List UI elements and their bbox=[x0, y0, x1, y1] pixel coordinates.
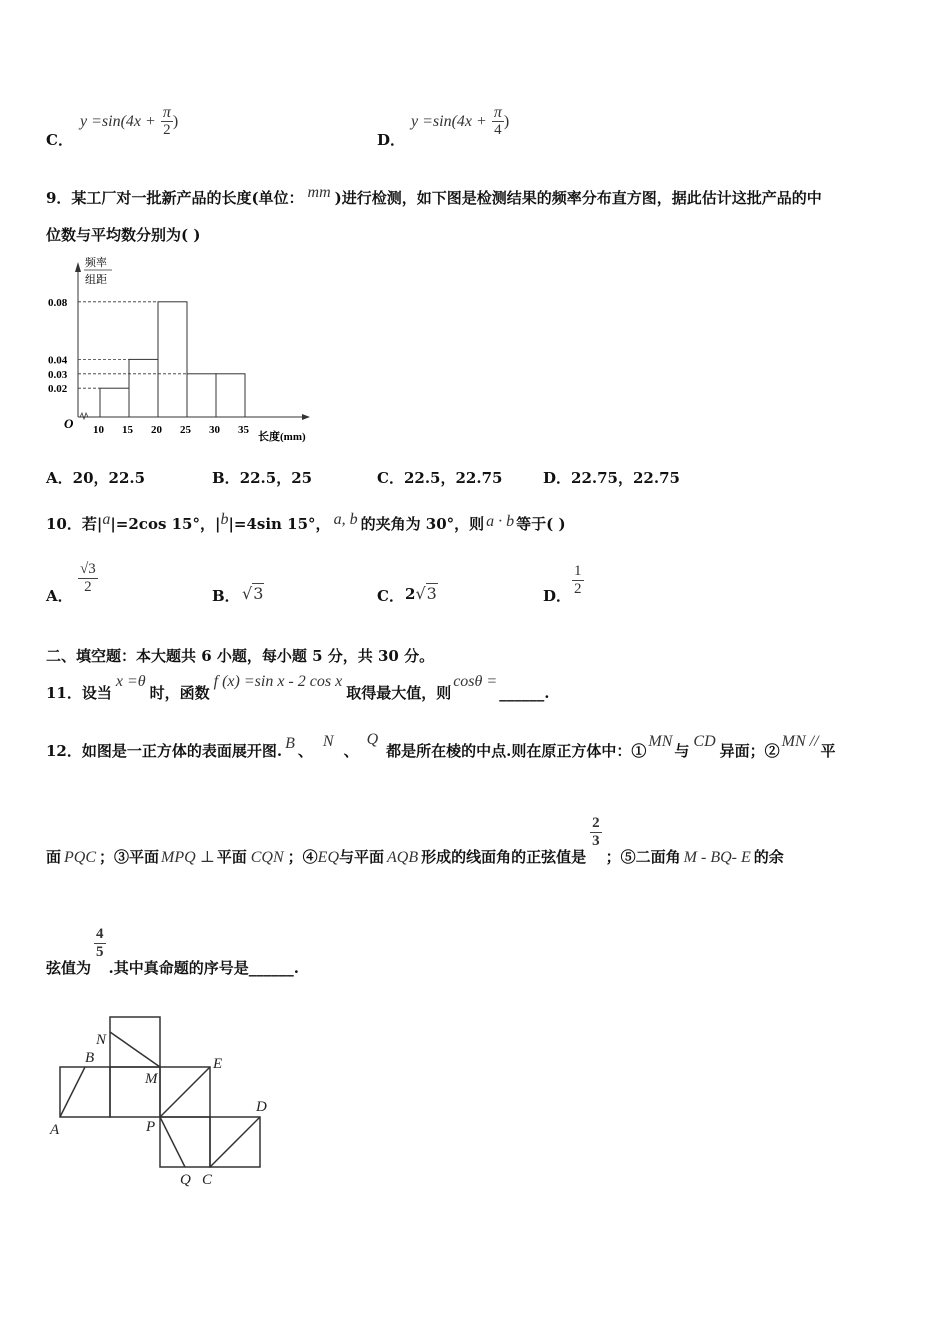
q9-option-a: A．20，22.5 bbox=[46, 469, 146, 487]
histogram-bar-30-35 bbox=[216, 374, 245, 417]
q12-line3: 弦值为 $\frac{4}{5}$ .其中真命题的序号是______. bbox=[46, 926, 299, 977]
label-d: D bbox=[256, 1099, 267, 1115]
segment-nm bbox=[110, 1032, 160, 1067]
y-label-top: 频率 bbox=[85, 257, 107, 269]
net-face-top bbox=[110, 1017, 160, 1067]
q8-option-d-label: D． bbox=[377, 131, 406, 149]
segment-pe bbox=[160, 1067, 210, 1117]
q9-option-b: B．22.5，25 bbox=[212, 469, 313, 487]
x-tick-label: 10 bbox=[93, 424, 104, 436]
x-tick-label: 15 bbox=[122, 424, 133, 436]
x-axis-label: 长度(mm) bbox=[258, 431, 306, 443]
q10-option-b-label: B． bbox=[212, 587, 240, 605]
y-tick-label: 0.02 bbox=[48, 383, 68, 396]
histogram-bar-25-30 bbox=[187, 374, 216, 417]
q12-line1: 12．如图是一正方体的表面展开图. B 、N、Q都是所在棱的中点.则在原正方体中：①MN与CD异面；②MN //平 bbox=[46, 731, 836, 760]
q10-option-b-value: √3 bbox=[242, 584, 264, 603]
q10-option-c-label: C． bbox=[377, 587, 404, 605]
q10-option-c-value: 2√3 bbox=[405, 584, 437, 603]
q11-stem: 11．设当x =θ时，函数f (x) =sin x - 2 cos x取得最大值，则cosθ =______. bbox=[46, 673, 550, 702]
label-e: E bbox=[213, 1056, 223, 1072]
net-face-left bbox=[60, 1067, 110, 1117]
label-n: N bbox=[96, 1032, 107, 1048]
label-q: Q bbox=[180, 1172, 191, 1188]
q10-option-d-fraction: $\frac{1}{2}$ bbox=[574, 563, 582, 597]
q10-option-a-label: A． bbox=[46, 587, 73, 605]
x-tick-label: 25 bbox=[180, 424, 191, 436]
y-axis-arrow bbox=[75, 262, 81, 272]
q8-option-d-fraction: $\frac{\pi}{4}$ bbox=[493, 104, 502, 138]
label-p: P bbox=[146, 1119, 156, 1135]
histogram-bar-15-20 bbox=[129, 359, 158, 417]
origin-label: O bbox=[64, 416, 74, 431]
label-b: B bbox=[85, 1050, 95, 1066]
x-tick-label: 20 bbox=[151, 424, 162, 436]
frequency-histogram bbox=[40, 252, 330, 452]
cube-net-figure bbox=[40, 1010, 290, 1195]
q8-option-d-formula: y =sin(4x + $\frac{\pi}{4}$ ) bbox=[411, 104, 510, 138]
q8-option-c-formula: y =sin(4x + $\frac{\pi}{2}$ ) bbox=[80, 104, 179, 138]
histogram-bar-20-25 bbox=[158, 302, 187, 417]
segment-cd bbox=[210, 1117, 260, 1167]
q9-option-c: C．22.5，22.75 bbox=[377, 469, 503, 487]
label-c: C bbox=[202, 1172, 213, 1188]
q8-option-c-fraction: $\frac{\pi}{2}$ bbox=[162, 104, 171, 138]
q12-line2: 面 PQC ；③平面 MPQ ⊥ 平面 CQN ；④EQ与平面 AQB 形成的线面角的正弦值是 $\frac{2}{3}$ ；⑤二面角 M - BQ- E 的余 bbox=[46, 815, 784, 866]
y-tick-label: 0.04 bbox=[48, 354, 68, 367]
y-tick-label: 0.08 bbox=[48, 296, 68, 309]
q9-option-d: D．22.75，22.75 bbox=[543, 469, 680, 487]
y-tick-label: 0.03 bbox=[48, 368, 68, 381]
q8-option-c-label: C． bbox=[46, 131, 73, 149]
x-tick-label: 30 bbox=[209, 424, 220, 436]
q10-stem: 10．若|a|=2cos 15°，|b|=4sin 15°， a, b 的夹角为 30°，则 a · b 等于( ) bbox=[46, 511, 566, 533]
q9-stem-line2: 位数与平均数分别为( ) bbox=[46, 226, 201, 244]
section-2-heading: 二、填空题：本大题共 6 小题，每小题 5 分，共 30 分。 bbox=[46, 647, 435, 665]
y-label-bottom: 组距 bbox=[85, 274, 107, 286]
histogram-bar-10-15 bbox=[100, 388, 129, 417]
x-tick-label: 35 bbox=[238, 424, 249, 436]
axis-break-mark bbox=[80, 413, 88, 419]
segment-ab bbox=[60, 1067, 85, 1117]
q10-option-a-fraction: $\frac{√3}{2}$ bbox=[80, 561, 96, 595]
q9-stem-line1: 9．某工厂对一批新产品的长度(单位： mm )进行检测，如下图是检测结果的频率分布直方图，据此估计这批产品的中 bbox=[46, 184, 822, 207]
segment-pq bbox=[160, 1117, 185, 1167]
label-a: A bbox=[50, 1122, 60, 1138]
label-m: M bbox=[145, 1071, 158, 1087]
q10-option-d-label: D． bbox=[543, 587, 572, 605]
x-axis-arrow bbox=[302, 414, 310, 420]
net-face-bottom-left bbox=[160, 1117, 210, 1167]
